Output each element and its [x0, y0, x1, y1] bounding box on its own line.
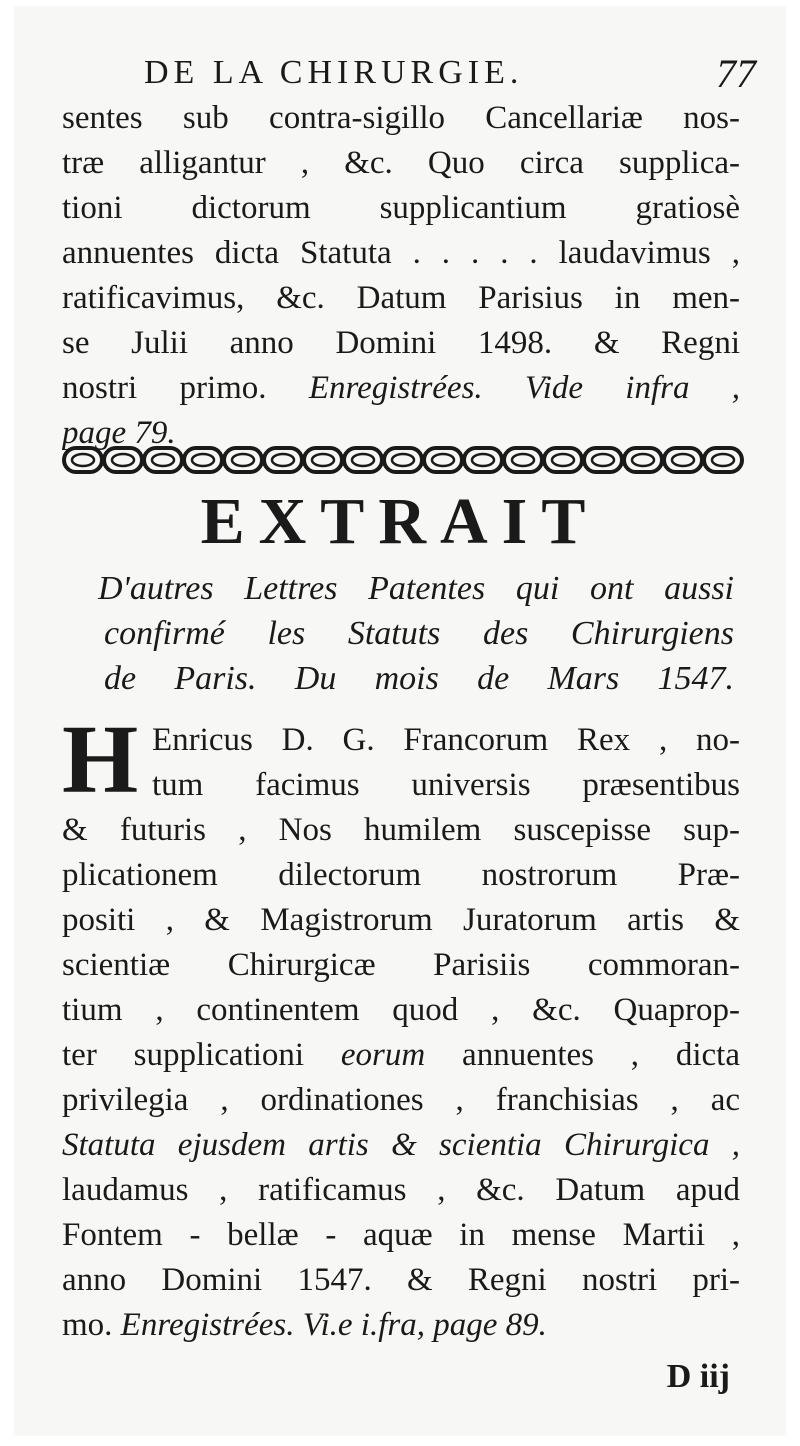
chain-link — [224, 448, 262, 472]
chain-link — [664, 448, 702, 472]
text-fragment: nostri primo. — [62, 370, 267, 406]
text-line: tium , continentem quod , &c. Quaprop- — [62, 992, 740, 1028]
ornamental-divider — [60, 442, 744, 478]
chain-link — [384, 448, 422, 472]
italic-fragment: Enregistrées. Vi.e i.fra, page 89. — [120, 1307, 547, 1343]
chain-link — [64, 448, 102, 472]
signature-mark: D iij — [666, 1358, 730, 1395]
text-line: Enricus D. G. Francorum Rex , no- — [152, 722, 740, 758]
text-line — [62, 366, 740, 411]
text-line: ratificavimus, &c. Datum Parisius in men- — [62, 280, 740, 316]
continued-text — [62, 96, 740, 456]
text-line — [62, 1033, 740, 1078]
chain-link — [544, 448, 582, 472]
subtitle-line: de Paris. Du mois de Mars 1547. — [104, 660, 734, 697]
subtitle-line: confirmé les Statuts des Chirurgiens — [104, 615, 734, 652]
chain-link — [464, 448, 502, 472]
text-line: sentes sub contra-sigillo Cancellariæ nos- — [62, 100, 740, 136]
text-line: plicationem dilectorum nostrorum Præ- — [62, 857, 740, 893]
text-fragment: mo. — [62, 1307, 113, 1343]
letter-body — [62, 706, 740, 1348]
book-page — [14, 6, 786, 1436]
subtitle-line: D'autres Lettres Patentes qui ont aussi — [98, 570, 734, 607]
chain-link — [144, 448, 182, 472]
text-line: annuentes dicta Statuta . . . . . laudavimus , — [62, 235, 740, 271]
chain-link — [104, 448, 142, 472]
text-line: scientiæ Chirurgicæ Parisiis commoran- — [62, 947, 740, 983]
drop-cap: H — [62, 706, 139, 814]
text-line — [62, 1303, 740, 1348]
chain-link — [504, 448, 542, 472]
chain-link — [424, 448, 462, 472]
chain-link — [264, 448, 302, 472]
text-line: se Julii anno Domini 1498. & Regni — [62, 325, 740, 361]
text-line: & futuris , Nos humilem suscepisse sup- — [62, 812, 740, 848]
section-title: EXTRAIT — [200, 485, 600, 558]
text-line: træ alligantur , &c. Quo circa supplica- — [62, 145, 740, 181]
chain-link — [344, 448, 382, 472]
chain-link — [584, 448, 622, 472]
text-line: Fontem - bellæ - aquæ in mense Martii , — [62, 1217, 740, 1253]
italic-fragment: Enregistrées. — [308, 370, 483, 406]
chain-link — [304, 448, 342, 472]
chain-ornament-icon — [60, 442, 744, 478]
text-line: anno Domini 1547. & Regni nostri pri- — [62, 1262, 740, 1298]
page-reference: page 79. — [62, 415, 176, 451]
running-head: DE LA CHIRURGIE. — [144, 54, 524, 91]
text-line: laudamus , ratificamus , &c. Datum apud — [62, 1172, 740, 1208]
text-fragment: ter supplicationi — [62, 1037, 305, 1073]
chain-link — [624, 448, 662, 472]
text-line: Statuta ejusdem artis & scientia Chirurgica , — [62, 1127, 740, 1163]
text-line: tum facimus universis præsentibus — [152, 767, 740, 803]
text-fragment: annuentes , dicta — [462, 1037, 740, 1073]
page-number: 77 — [716, 51, 756, 96]
text-line: positi , & Magistrorum Juratorum artis & — [62, 902, 740, 938]
italic-fragment: Vide infra , — [524, 370, 740, 406]
italic-fragment: eorum — [340, 1037, 426, 1073]
text-line: privilegia , ordinationes , franchisias , ac — [62, 1082, 740, 1118]
text-line: tioni dictorum supplicantium gratiosè — [62, 190, 740, 226]
section-subtitle — [98, 566, 734, 701]
chain-link — [704, 448, 742, 472]
chain-link — [184, 448, 222, 472]
